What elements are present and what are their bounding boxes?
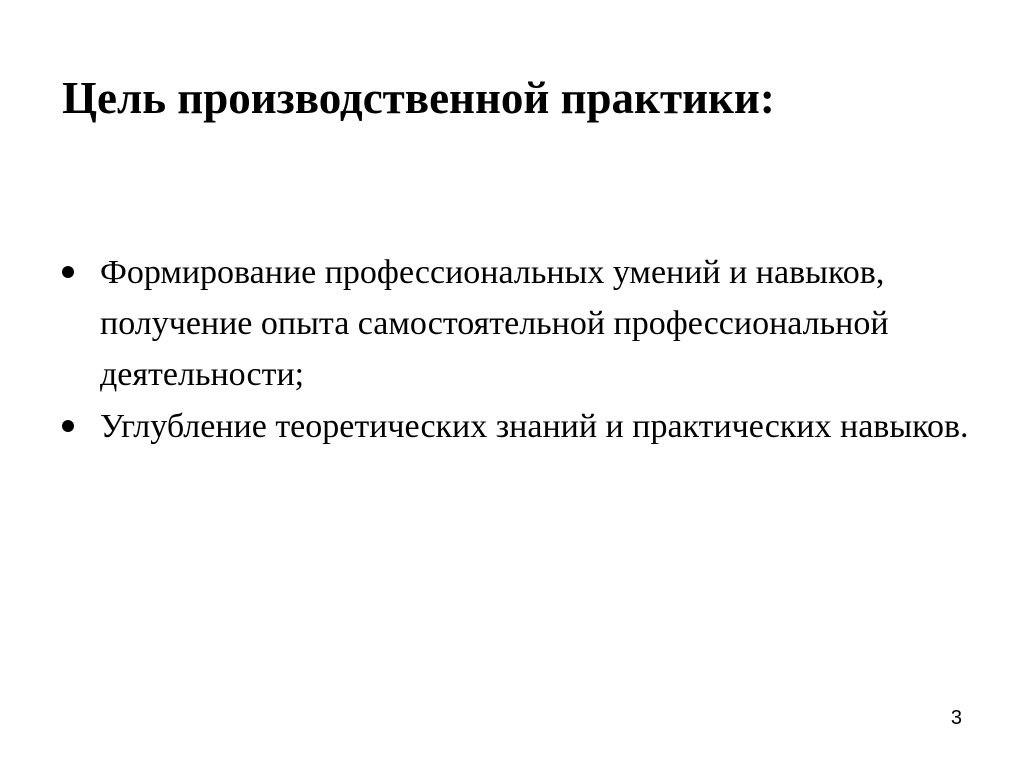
bullet-item	[60, 247, 980, 400]
slide-title: Цель производственной практики:	[62, 73, 775, 123]
bullet-text: Углубление теоретических знаний и практических навыков.	[100, 408, 969, 445]
page-number: 3	[950, 707, 962, 729]
bullet-item	[60, 401, 980, 452]
bullet-text: Формирование профессиональных умений и навыков, получение опыта самостоятельной профессиональной деятельности;	[100, 254, 889, 393]
bullet-dot-icon	[62, 420, 74, 432]
bullet-dot-icon	[62, 266, 74, 278]
bullet-list	[60, 247, 980, 453]
